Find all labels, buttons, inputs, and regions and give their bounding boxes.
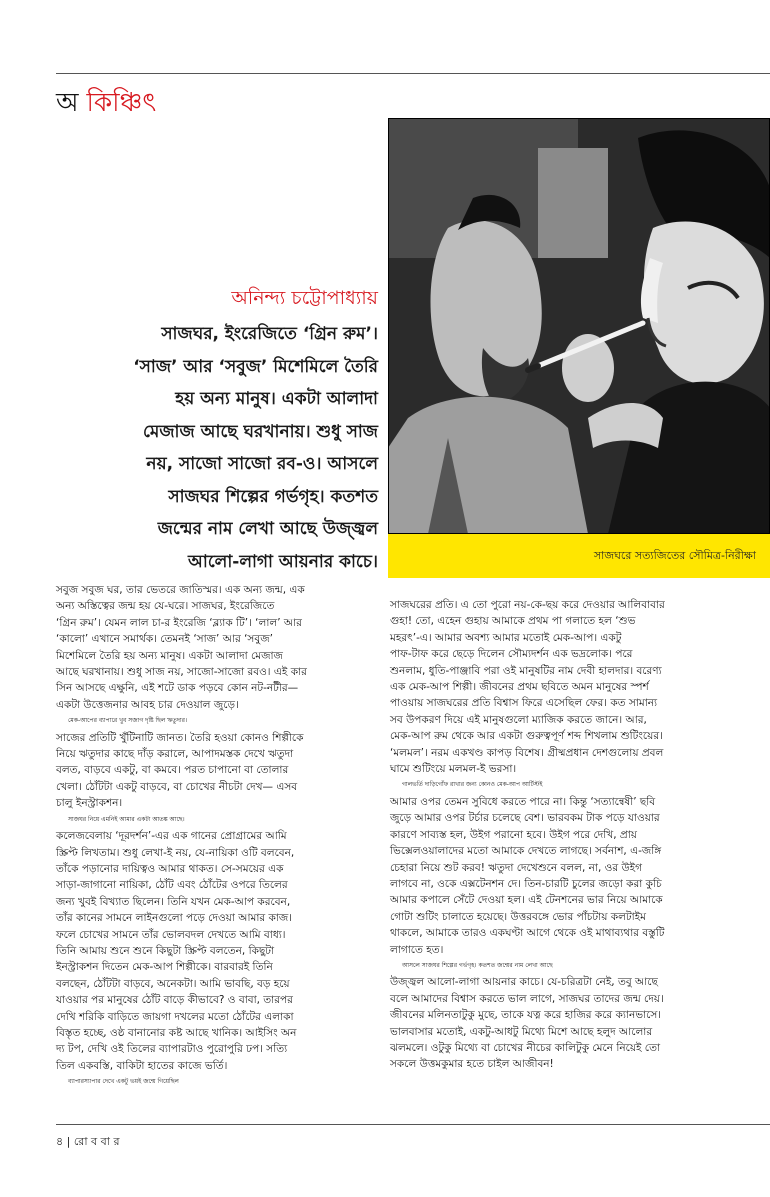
body-text-line: ফলে চোখের সামনে তাঁর ভোলবদল দেখতে আমি বাধ্য। [56,928,286,941]
body-text-line: নিয়ে ঋতুদার কাছে দাঁড় করালে, আপাদমস্তক দেখে ঋতুদা [56,748,294,761]
lede-line: সাজঘর, ইংরেজিতে ‘গ্রিন রুম’। [161,324,378,344]
body-text-line: খেলা। ঠোঁটটা একটু বাড়বে, বা চোখের নীচটা দেখ— এসব [56,780,298,793]
body-text-line: আমার ওপর তেমন সুবিধে করতে পারে না। কিন্তু ‘সত্যান্বেষী’ ছবি [390,795,656,808]
body-text-line: ব্যাপারস্যাপার দেখে একটু ভয়ই জন্মে গিয়েছিল [68,1078,179,1086]
body-text-line: শুনলাম, ধুতি-পাঞ্জাবি পরা ওই মানুষটির নাম দেবী হালদার। বরেণ্য [390,664,662,677]
lede-line: মেজাজ আছে ঘরখানায়। শুধু সাজ [143,421,378,442]
body-text-line: আমার কপালে সেঁটে দেওয়া হল। এই টেনশনের ভার নিয়ে আমাকে [390,894,663,907]
body-text-line: দ্য টপ, দেখি ওই তিলের ব্যাপারটাও পুরোপুরি ঢপ। সত্যি [56,1043,288,1056]
body-text-line: জন্য খুবই বিখ্যাত ছিলেন। তিনি যখন মেক-আপ করবেন, [56,895,291,908]
body-text-line: বলে আমাদের বিশ্বাস করতে ভাল লাগে, সাজঘর তাদের জন্ম দেয়। [390,992,664,1005]
body-text-line: মেক-আপ রুম থেকে আর একটা গুরুত্বপূর্ণ শব্দ শিখলাম শুটিংয়ের। [390,730,663,743]
body-text-line: সকলে উত্তমকুমার হতে চাইল আজীবন! [390,1058,554,1071]
lede-line: ‘সাজ’ আর ‘সবুজ’ মিশেমিলে তৈরি [133,356,378,377]
body-column-left [56,582,374,1091]
body-text-line: ইনস্ট্রাকশন দিতেন মেক-আপ শিল্পীকে। বারবারই তিনি [56,961,273,974]
body-text-line: তাঁর কানের সামনে লাইনগুলো পড়ে দেওয়া আমার কাজ। [56,912,293,925]
body-text-line: আসলে সাজঘর শিল্পের গর্ভগৃহ। কতশত জন্মের নাম লেখা আছে [402,961,553,969]
body-text-line: ঝলমলে। ওটুকু মিথ্যে বা চোখের নীচের কালিটুকু মেনে নিয়েই তো [390,1041,660,1054]
body-text-line: মেক-আপের ব্যাপারে খুব সজাগ দৃষ্টি ছিল ঋতুদার। [68,717,188,725]
body-text-line: লাগবে না, ওকে এক্সটেনশন দে। তিন-চারটি চুলের জড়ো করা কুচি [390,877,662,890]
body-text-line: মিশেমিলে তৈরি হয় অন্য মানুষ। একটা আলাদা মেজাজ [56,649,283,662]
photo-caption-bar [388,534,770,578]
body-text-line: সিন আসছে এক্ষুনি, এই শটে ডাক পড়বে কোন নট-নটীর— [56,682,299,695]
page-folio: ৪ | রো ব বা র [56,1135,120,1148]
lede-line: জন্মের নাম লেখা আছে উজ্জ্বল [157,519,378,539]
body-text-line: তিনি আমায় শুনে শুনে কিছুটা স্ক্রিপ্ট বলতেন, কিছুটা [56,944,275,957]
lede [56,318,378,578]
lede-line: আলো-লাগা আয়নার কাচে। [188,551,378,572]
body-text-line: ‘কালো’ এখানে সমার্থক। তেমনই ‘সাজ’ আর ‘সবুজ’ [56,633,273,646]
body-text-line: বিস্তৃত হচ্ছে, ওষ্ঠ বানানোর কষ্ট আছে খানিক। আইসিং অন [56,1026,297,1039]
body-text-line: ‘মলমল’। নরম একখণ্ড কাপড় বিশেষ। গ্রীষ্মপ্রধান দেশগুলোয় প্রবল [390,746,664,759]
body-column-right [390,597,770,1073]
body-text-line: ‘গ্রিন রুম’। যেমন লাল চা-র ইংরেজি ‘ব্ল্যাক টি’। ‘লাল’ আর [56,616,302,629]
body-text-line: আছে ঘরখানায়। শুধু সাজ নয়, সাজো-সাজো রবও। এই কার [56,666,307,679]
top-rule [56,73,770,74]
body-text-line: পাফ-টাফ করে ছেড়ে দিলেন সৌম্যদর্শন এক ভদ্রলোক। পরে [390,648,633,661]
body-text-line: তাঁকে পড়ানোর দায়িত্বও আমার থাকত। সে-সময়ের এক [56,862,284,875]
body-text-line: পাওয়ায় সাজঘরের প্রতি বিশ্বাস ফিরে এসেছিল ফের। কত সামান্য [390,697,658,710]
body-text-line: স্ক্রিপ্ট লিখতাম। শুধু লেখা-ই নয়, যে-নায়িকা ওটি বলবেন, [56,846,295,859]
makeup-scene-illustration [388,118,770,534]
body-text-line: কারণে সাব্যস্ত হল, উইগ পরানো হবে। উইগ পরে দেখি, প্রায় [390,828,637,841]
body-text-line: একটা উত্তেজনার আবহ চার দেওয়াল জুড়ে। [56,698,239,711]
body-text-line: চেহারা নিয়ে শুট করব! ঋতুদা দেখেশুনে বলল, না, ওর উইগ [390,861,643,874]
lede-line: হয় অন্য মানুষ। একটা আলাদা [175,389,378,409]
body-text-line: গালভর্তি দাড়িগোঁফ রাখার জন্য কোনও মেক-আপ আর্টিস্টই [402,781,543,789]
photo-caption: সাজঘরে সত্যজিতের সৌমিত্র-নিরীক্ষা [593,548,756,562]
section-header [56,88,156,118]
body-text-line: সাজঘরের প্রতি। এ তো পুরো নয়-কে-ছয় করে দেওয়ার আলিবাবার [390,599,665,611]
section-title: কিঞ্চিৎ [86,88,157,118]
bottom-rule [56,1124,770,1125]
body-text-line: তিল একবস্তি, বাকিটা হাতের কাজে ভর্তি। [56,1059,228,1072]
body-text-line: সবুজ সবুজ ঘর, তার ভেতরে জাতিস্মর। এক অন্য জন্ম, এক [56,584,305,596]
body-text-line: কলেজবেলায় ‘দূরদর্শন’-এর এক গানের প্রোগ্রামের আমি [56,830,287,843]
lede-line: নয়, সাজো সাজো রব-ও। আসলে [146,454,378,474]
author-byline: অনিন্দ্য চট্টোপাধ্যায় [231,287,378,309]
body-text-line: এক মেক-আপ শিল্পী। জীবনের প্রথম ছবিতে অমন মানুষের স্পর্শ [390,681,649,694]
body-text-line: গুহা! তো, এহেন গুহায় আমাকে প্রথম পা গলাতে হল ‘শুভ [390,615,636,628]
section-prefix: অ [56,88,79,118]
lede-line: সাজঘর শিল্পের গর্ভগৃহ। কতশত [168,486,378,507]
body-text-line: উজ্জ্বল আলো-লাগা আয়নার কাচে। যে-চরিত্রটা নেই, তবু আছে [390,976,658,989]
body-text-line: সাড়া-জাগানো নায়িকা, ঠোঁট এবং ঠোঁটের ওপরে তিলের [56,879,288,892]
body-text-line: থাকলে, আমাকে তারও একঘণ্টা আগে থেকে ওই মাথাব্যথার বস্তুটি [390,927,665,940]
body-text-line: বলছেন, ঠোঁটটা বাড়বে, অনেকটা। আমি ভাবছি, বড় হয়ে [56,977,290,990]
body-text-line: জুড়ে আমার ওপর টর্চার চলেছে বেশ। ভারবকম টাক পড়ে যাওয়ার [390,812,660,825]
body-text-line: যাওয়ার পর মানুষের ঠোঁট বাড়ে কীভাবে? ও বাবা, তারপর [56,994,293,1007]
body-text-line: জীবনের মলিনতাটুকু মুছে, তাকে যত্ন করে হাজির করে ক্যানভাসে। [390,1009,662,1022]
body-text-line: গোটা শুটিং চালাতে হয়েছে। উত্তরবঙ্গে ভোর পাঁচটায় কলটাইম [390,910,646,923]
body-text-line: বলত, বাড়বে একটু, বা কমবে। পরত চাপানো বা তোলার [56,764,289,777]
body-text-line: দেখি শরিকি বাড়িতে জায়গা দখলের মতো ঠোঁটের এলাকা [56,1010,294,1023]
body-text-line: অন্য অস্তিত্বের জন্ম হয় যে-ঘরে। সাজঘর, ইংরেজিতে [56,600,275,613]
body-text-line: মহরৎ’-এ। আমার অবশ্য আমার মতোই মেক-আপ। একটু [390,631,622,644]
body-text-line: ঘামে শুটিংয়ে মলমল-ই ভরসা। [390,763,517,776]
article-photo [388,118,770,534]
body-text-line: সাজঘর নিয়ে এমনিই আমার একটা আতঙ্ক আছে। [68,815,185,823]
body-text-line: চালু ইনস্ট্রাকশন। [56,797,123,810]
body-text-line: ভালবাসার মতোই, একটু-আধটু মিথ্যে মিশে আছে হলুদ আলোর [390,1025,653,1038]
body-text-line: লাগাতে হত। [390,943,444,956]
body-text-line: সব উপকরণ দিয়ে এই মানুষগুলো ম্যাজিক করতে জানে। আর, [390,713,647,726]
body-text-line: ভিক্সেলওয়ালাদের মতো আমাকে দেখতে লাগছে। সর্বনাশ, এ-জঙ্গি [390,845,662,858]
body-text-line: সাজের প্রতিটি খুঁটিনাটি জানত। তৈরি হওয়া কোনও শিল্পীকে [56,731,304,744]
